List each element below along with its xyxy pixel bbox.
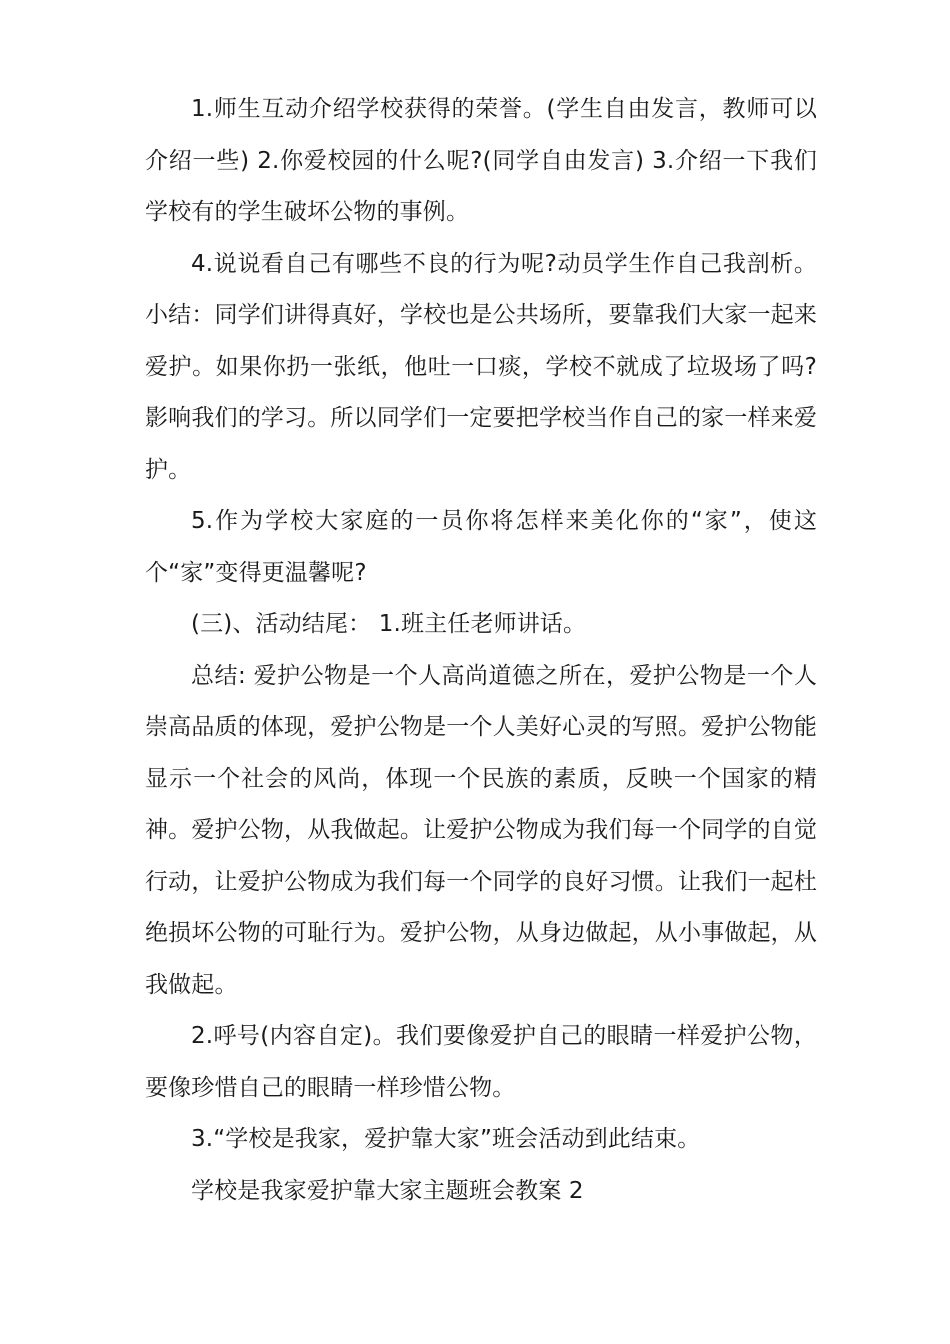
document-page: [145, 84, 817, 1217]
paragraph-step-5: 5.作为学校大家庭的一员你将怎样来美化你的“家”，使这个“家”变得更温馨呢?: [145, 508, 817, 586]
paragraph-activity-ending: (三)、活动结尾： 1.班主任老师讲话。: [191, 611, 587, 637]
paragraph-slogan: 2.呼号(内容自定)。我们要像爱护自己的眼睛一样爱护公物，要像珍惜自己的眼睛一样珍惜公物。: [145, 1023, 817, 1101]
paragraph-step-4-summary: 4.说说看自己有哪些不良的行为呢?动员学生作自己我剖析。小结：同学们讲得真好，学校也是公共场所，要靠我们大家一起来爱护。如果你扔一张纸，他吐一口痰，学校不就成了垃圾场了吗?影响我们的学习。所以同学们一定要把学校当作自己的家一样来爱护。: [145, 250, 817, 483]
paragraph-closing: 3.“学校是我家，爱护靠大家”班会活动到此结束。: [191, 1126, 701, 1152]
paragraph-activity-steps-1-3: 1.师生互动介绍学校获得的荣誉。(学生自由发言，教师可以介绍一些) 2.你爱校园的什么呢?(同学自由发言) 3.介绍一下我们学校有的学生破坏公物的事例。: [145, 96, 817, 225]
paragraph-conclusion: 总结: 爱护公物是一个人高尚道德之所在，爱护公物是一个人崇高品质的体现，爱护公物是一个人美好心灵的写照。爱护公物能显示一个社会的风尚，体现一个民族的素质，反映一个国家的精神。爱护公物，从我做起。让爱护公物成为我们每一个同学的自觉行动，让爱护公物成为我们每一个同学的良好习惯。让我们一起杜绝损坏公物的可耻行为。爱护公物，从身边做起，从小事做起，从我做起。: [145, 662, 817, 998]
next-section-title: 学校是我家爱护靠大家主题班会教案 2: [191, 1177, 584, 1204]
